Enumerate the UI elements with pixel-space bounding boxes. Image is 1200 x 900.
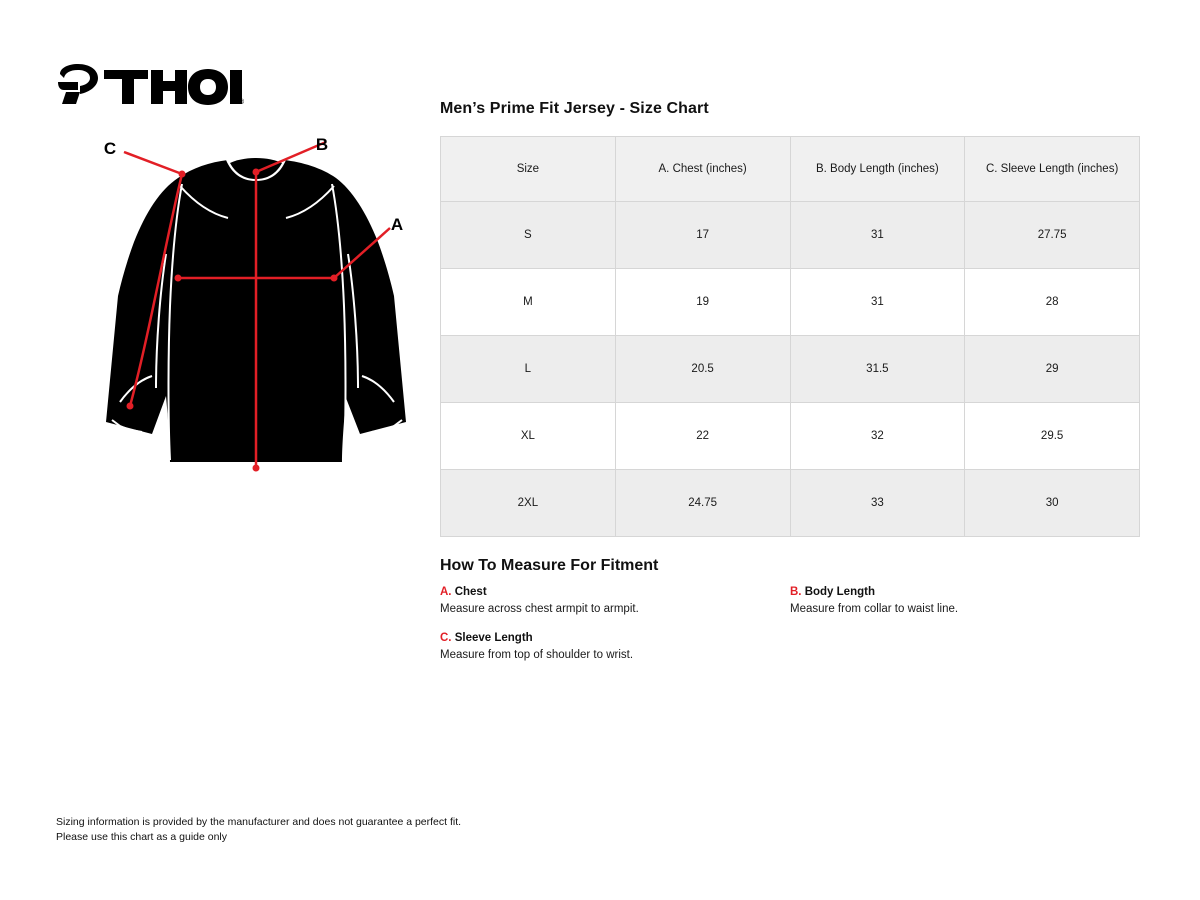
cell-body-length: 33 bbox=[790, 470, 965, 537]
measure-desc-sleeve-length: Measure from top of shoulder to wrist. bbox=[440, 649, 634, 662]
column-header-body-length: B. Body Length (inches) bbox=[790, 137, 965, 202]
size-chart-table bbox=[440, 136, 1140, 537]
cell-sleeve-length: 27.75 bbox=[965, 202, 1140, 269]
table-row bbox=[441, 470, 1140, 537]
cell-chest: 20.5 bbox=[615, 336, 790, 403]
disclaimer-line-1: Sizing information is provided by the manufacturer and does not guarantee a perfect fit. bbox=[56, 816, 462, 828]
measure-item-chest bbox=[440, 585, 790, 617]
column-header-size: Size bbox=[441, 137, 616, 202]
how-to-measure-section bbox=[440, 557, 1140, 678]
disclaimer-line-2: Please use this chart as a guide only bbox=[56, 831, 228, 844]
measure-name-chest: Chest bbox=[454, 586, 487, 598]
table-row bbox=[441, 269, 1140, 336]
measure-list bbox=[440, 585, 1140, 678]
size-chart-panel bbox=[440, 100, 1140, 678]
measure-desc-chest: Measure across chest armpit to armpit. bbox=[440, 602, 639, 615]
measure-letter-c: C. bbox=[440, 632, 452, 645]
column-header-sleeve-length: C. Sleeve Length (inches) bbox=[965, 137, 1140, 202]
cell-body-length: 31.5 bbox=[790, 336, 965, 403]
cell-body-length: 32 bbox=[790, 403, 965, 470]
cell-chest: 19 bbox=[615, 269, 790, 336]
cell-sleeve-length: 30 bbox=[965, 470, 1140, 537]
measure-heading bbox=[440, 585, 778, 600]
cell-chest: 22 bbox=[615, 403, 790, 470]
cell-sleeve-length: 29.5 bbox=[965, 403, 1140, 470]
cell-size: L bbox=[441, 336, 616, 403]
cell-sleeve-length: 29 bbox=[965, 336, 1140, 403]
cell-size: M bbox=[441, 269, 616, 336]
measure-letter-b: B. bbox=[790, 586, 802, 598]
page-title: Men’s Prime Fit Jersey - Size Chart bbox=[440, 100, 709, 117]
label-c: C bbox=[103, 139, 117, 158]
measure-item-sleeve-length bbox=[440, 631, 790, 663]
measure-item-body-length bbox=[790, 585, 1140, 617]
measure-letter-a: A. bbox=[440, 586, 452, 598]
cell-chest: 24.75 bbox=[615, 470, 790, 537]
measure-desc-body-length: Measure from collar to waist line. bbox=[790, 602, 959, 615]
trademark-symbol: ® bbox=[239, 99, 245, 106]
cell-body-length: 31 bbox=[790, 269, 965, 336]
cell-size: XL bbox=[441, 403, 616, 470]
table-row bbox=[441, 202, 1140, 269]
jersey-diagram bbox=[60, 130, 420, 510]
label-a: A bbox=[390, 215, 404, 234]
disclaimer bbox=[56, 815, 516, 845]
cell-chest: 17 bbox=[615, 202, 790, 269]
column-header-chest: A. Chest (inches) bbox=[615, 137, 790, 202]
table-row bbox=[441, 403, 1140, 470]
measure-name-sleeve-length: Sleeve Length bbox=[454, 632, 533, 645]
table-row bbox=[441, 336, 1140, 403]
table-header-row bbox=[441, 137, 1140, 202]
cell-body-length: 31 bbox=[790, 202, 965, 269]
measure-name-body-length: Body Length bbox=[804, 586, 875, 598]
label-b: B bbox=[315, 135, 329, 154]
thor-helmet-icon bbox=[58, 64, 98, 104]
cell-sleeve-length: 28 bbox=[965, 269, 1140, 336]
cell-size: S bbox=[441, 202, 616, 269]
measure-heading bbox=[440, 631, 778, 646]
measure-heading bbox=[790, 585, 1128, 600]
brand-logo bbox=[56, 62, 246, 110]
brand-wordmark bbox=[104, 69, 242, 105]
cell-size: 2XL bbox=[441, 470, 616, 537]
how-to-measure-title: How To Measure For Fitment bbox=[440, 557, 659, 574]
